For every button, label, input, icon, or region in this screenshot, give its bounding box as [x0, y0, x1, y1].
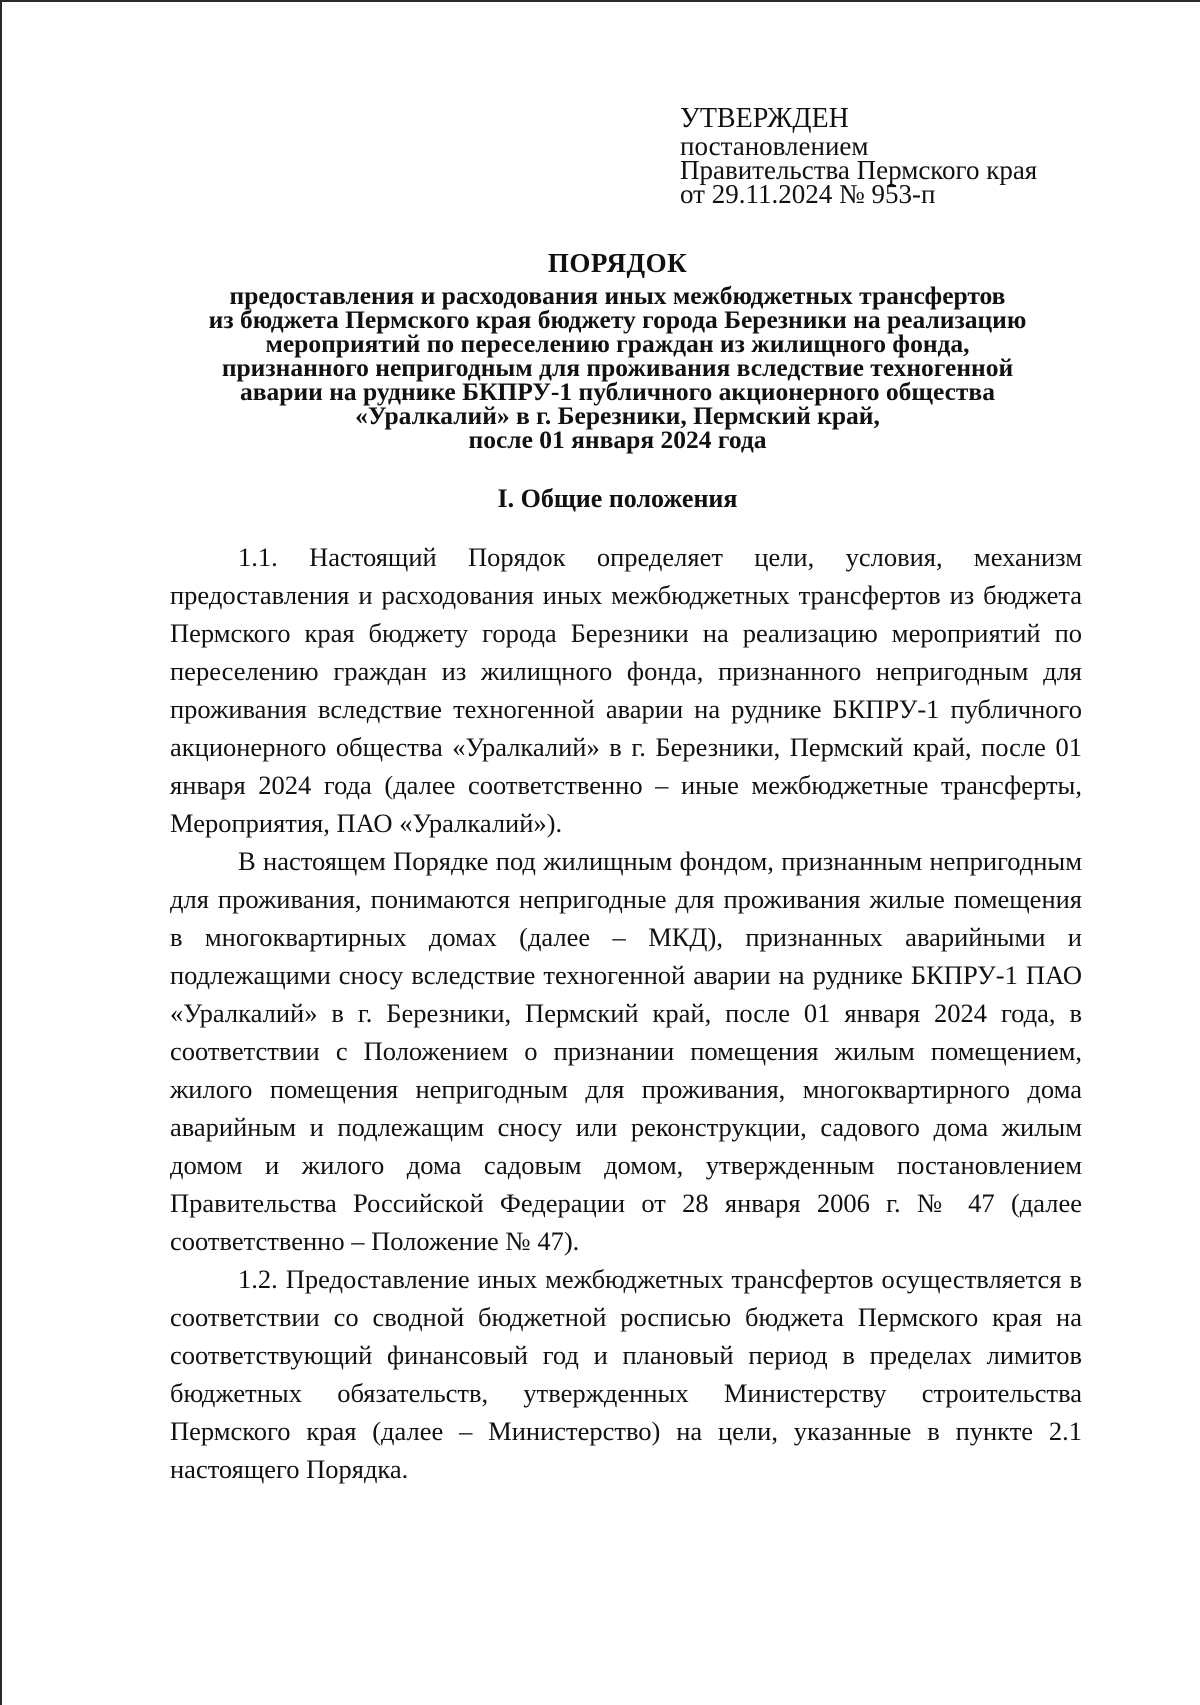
subject-line: мероприятий по переселению граждан из жилищного фонда,: [265, 329, 970, 358]
subject-line: «Уралкалий» в г. Березники, Пермский край,: [355, 401, 880, 430]
scan-edge-left: [0, 0, 2, 1705]
approval-line: постановлением: [680, 131, 869, 161]
subject-line: из бюджета Пермского края бюджету города Березники на реализацию: [208, 305, 1027, 334]
document-body: [170, 538, 1082, 1488]
approval-stamp: [680, 103, 1160, 209]
subject-line: после 01 января 2024 года: [468, 425, 767, 454]
subject-line: признанного непригодным для проживания вследствие техногенной: [221, 353, 1014, 382]
paragraph: В настоящем Порядке под жилищным фондом, признанным непригодным для проживания, понимаются непригодные для проживания жилые помещения в многоквартирных домах (далее – МКД), признанных аварийными и подлежащими сносу вследствие техногенной аварии на руднике БКПРУ-1 ПАО «Уралкалий» в г. Березники, Пермский край, после 01 января 2024 года, в соответствии с Положением о признании помещения жилым помещением, жилого помещения непригодным для проживания, многоквартирного дома аварийным и подлежащим сносу или реконструкции, садового дома жилым домом и жилого дома садовым домом, утвержденным постановлением Правительства Российской Федерации от 28 января 2006 г. № 47 (далее соответственно – Положение № 47).: [170, 846, 1082, 1256]
scan-edge-top: [0, 0, 1200, 2]
section-heading: I. Общие положения: [497, 484, 738, 513]
approval-line: Правительства Пермского края: [680, 155, 1038, 185]
paragraph: 1.2. Предоставление иных межбюджетных трансфертов осуществляется в соответствии со сводной бюджетной росписью бюджета Пермского края на соответствующий финансовый год и плановый период в пределах лимитов бюджетных обязательств, утвержденных Министерству строительства Пермского края (далее – Министерство) на цели, указанные в пункте 2.1 настоящего Порядка.: [170, 1264, 1082, 1484]
subject-line: аварии на руднике БКПРУ-1 публичного акционерного общества: [240, 377, 995, 406]
paragraph: 1.1. Настоящий Порядок определяет цели, условия, механизм предоставления и расходования иных межбюджетных трансфертов из бюджета Пермского края бюджету города Березники на реализацию мероприятий по переселению граждан из жилищного фонда, признанного непригодным для проживания вследствие техногенной аварии на руднике БКПРУ-1 публичного акционерного общества «Уралкалий» в г. Березники, Пермский край, после 01 января 2024 года (далее соответственно – иные межбюджетные трансферты, Мероприятия, ПАО «Уралкалий»).: [170, 542, 1082, 838]
document-title: ПОРЯДОК: [547, 248, 688, 278]
approval-line: от 29.11.2024 № 953-п: [680, 179, 936, 209]
subject-line: предоставления и расходования иных межбюджетных трансфертов: [229, 281, 1006, 310]
approval-title: УТВЕРЖДЕН: [680, 103, 849, 134]
document-subject: [150, 281, 1085, 454]
